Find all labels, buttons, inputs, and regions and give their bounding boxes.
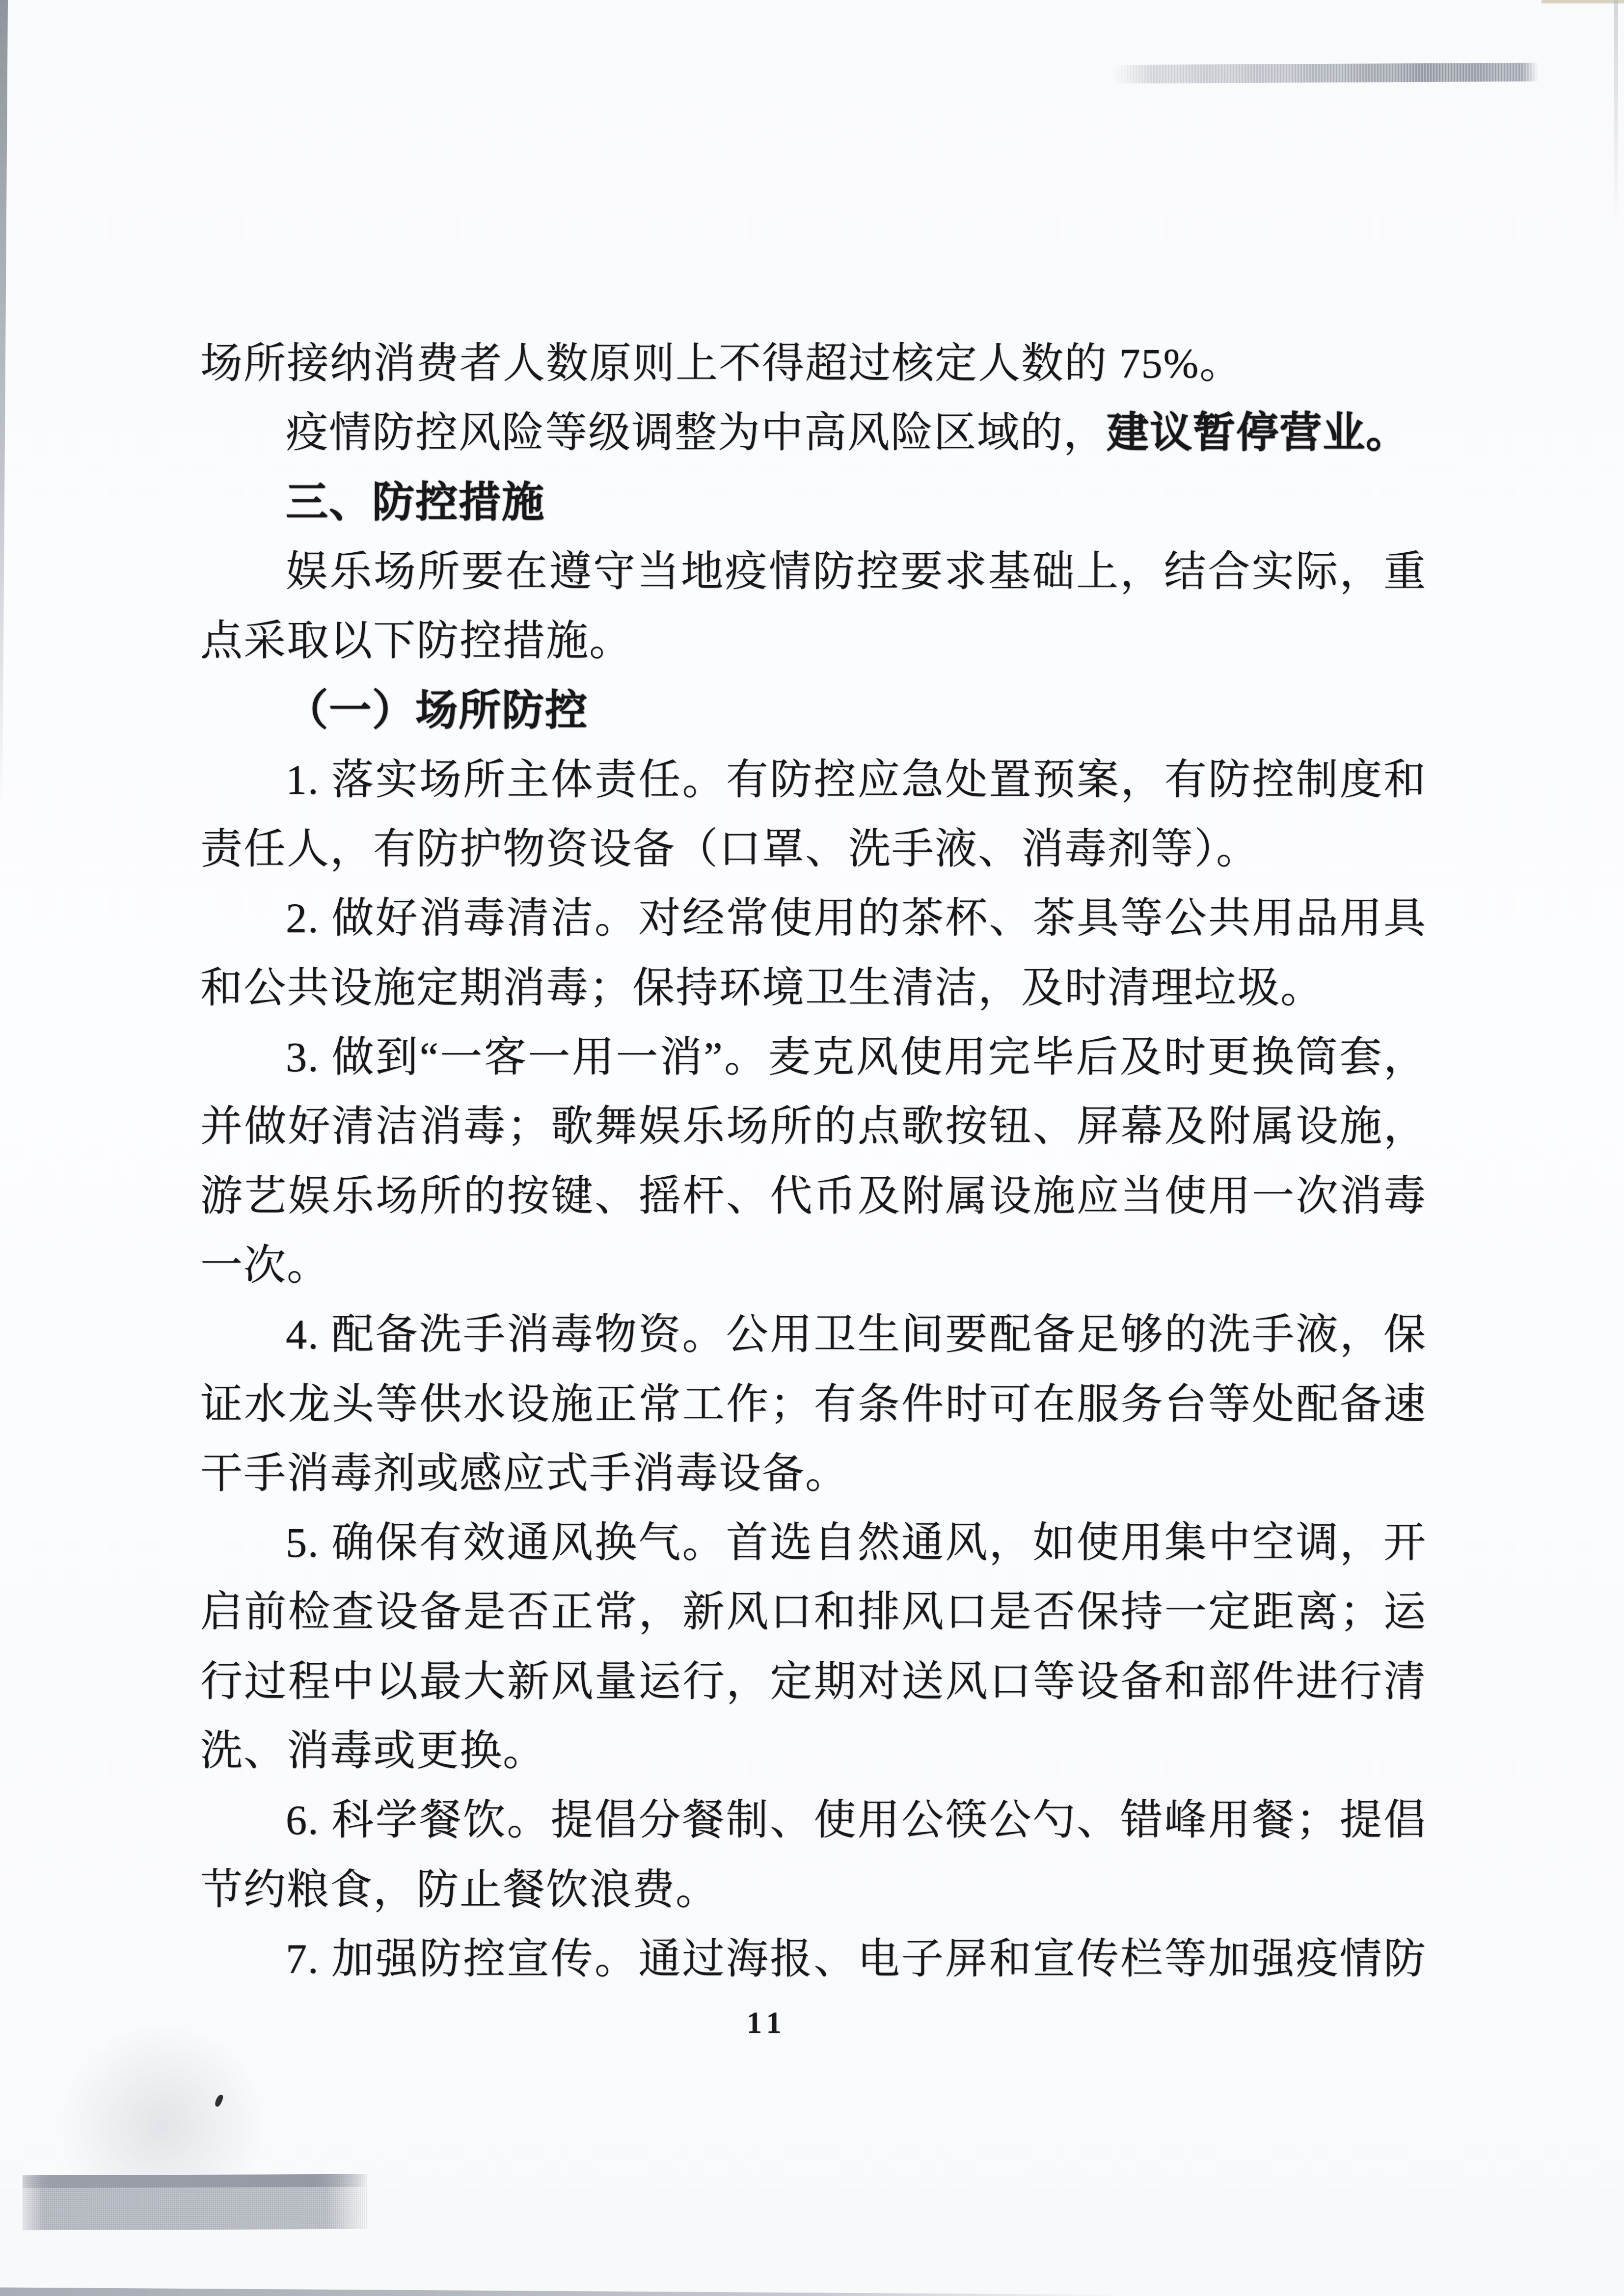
text-segment: 娱乐场所要在遵守当地疫情防控要求基础上，结合实际，重 bbox=[286, 548, 1427, 595]
text-segment: 三、防控措施 bbox=[286, 479, 545, 526]
text-segment: （一）场所防控 bbox=[286, 687, 588, 734]
text-segment: 建议暂停营业。 bbox=[1107, 409, 1409, 456]
text-line bbox=[200, 960, 1427, 1015]
text-segment: 2. 做好消毒清洁。对经常使用的茶杯、茶具等公共用品用具 bbox=[286, 894, 1427, 942]
text-line bbox=[200, 1377, 1427, 1432]
text-line bbox=[200, 613, 1427, 668]
text-segment: 3. 做到“一客一用一消”。麦克风使用完毕后及时更换筒套， bbox=[286, 1033, 1427, 1080]
heading-line bbox=[200, 683, 1427, 738]
text-segment: 场所接纳消费者人数原则上不得超过核定人数的 75%。 bbox=[200, 340, 1243, 387]
text-segment: 启前检查设备是否正常，新风口和排风口是否保持一定距离；运 bbox=[200, 1588, 1427, 1635]
text-line bbox=[200, 1029, 1427, 1084]
text-line bbox=[200, 544, 1427, 599]
text-line bbox=[200, 1168, 1427, 1223]
text-line bbox=[200, 1723, 1427, 1778]
text-segment: 和公共设施定期消毒；保持环境卫生清洁，及时清理垃圾。 bbox=[200, 964, 1324, 1011]
text-line bbox=[200, 1099, 1427, 1154]
text-line bbox=[200, 336, 1427, 391]
text-segment: 责任人，有防护物资设备（口罩、洗手液、消毒剂等）。 bbox=[200, 825, 1259, 872]
text-segment: 行过程中以最大新风量运行，定期对送风口等设备和部件进行清 bbox=[200, 1658, 1427, 1705]
text-line bbox=[200, 1654, 1427, 1709]
text-line bbox=[200, 1931, 1427, 1986]
text-line bbox=[200, 1862, 1427, 1917]
text-line bbox=[200, 1792, 1427, 1847]
text-line bbox=[200, 752, 1427, 807]
text-line bbox=[200, 1584, 1427, 1639]
heading-line bbox=[200, 475, 1427, 530]
text-segment: 一次。 bbox=[200, 1242, 330, 1289]
text-line bbox=[200, 405, 1427, 460]
text-line bbox=[200, 821, 1427, 876]
text-segment: 证水龙头等供水设施正常工作；有条件时可在服务台等处配备速 bbox=[200, 1380, 1427, 1428]
text-segment: 点采取以下防控措施。 bbox=[200, 617, 632, 664]
text-segment: 6. 科学餐饮。提倡分餐制、使用公筷公勺、错峰用餐；提倡 bbox=[286, 1796, 1427, 1843]
text-segment: 洗、消毒或更换。 bbox=[200, 1727, 546, 1774]
text-segment: 1. 落实场所主体责任。有防控应急处置预案，有防控制度和 bbox=[286, 756, 1427, 803]
text-segment: 7. 加强防控宣传。通过海报、电子屏和宣传栏等加强疫情防 bbox=[286, 1935, 1427, 1982]
text-segment: 5. 确保有效通风换气。首选自然通风，如使用集中空调，开 bbox=[286, 1519, 1427, 1566]
text-segment: 4. 配备洗手消毒物资。公用卫生间要配备足够的洗手液，保 bbox=[286, 1311, 1427, 1358]
text-segment: 游艺娱乐场所的按键、摇杆、代币及附属设施应当使用一次消毒 bbox=[200, 1172, 1427, 1219]
page-number: 11 bbox=[747, 2006, 787, 2040]
text-segment: 并做好清洁消毒；歌舞娱乐场所的点歌按钮、屏幕及附属设施， bbox=[200, 1103, 1427, 1150]
text-line bbox=[200, 1307, 1427, 1362]
text-segment: 疫情防控风险等级调整为中高风险区域的， bbox=[286, 409, 1107, 456]
text-line bbox=[200, 891, 1427, 945]
text-line bbox=[200, 1238, 1427, 1293]
text-line bbox=[200, 1515, 1427, 1570]
text-segment: 节约粮食，防止餐饮浪费。 bbox=[200, 1866, 719, 1913]
text-segment: 干手消毒剂或感应式手消毒设备。 bbox=[200, 1450, 848, 1497]
text-line bbox=[200, 1446, 1427, 1501]
